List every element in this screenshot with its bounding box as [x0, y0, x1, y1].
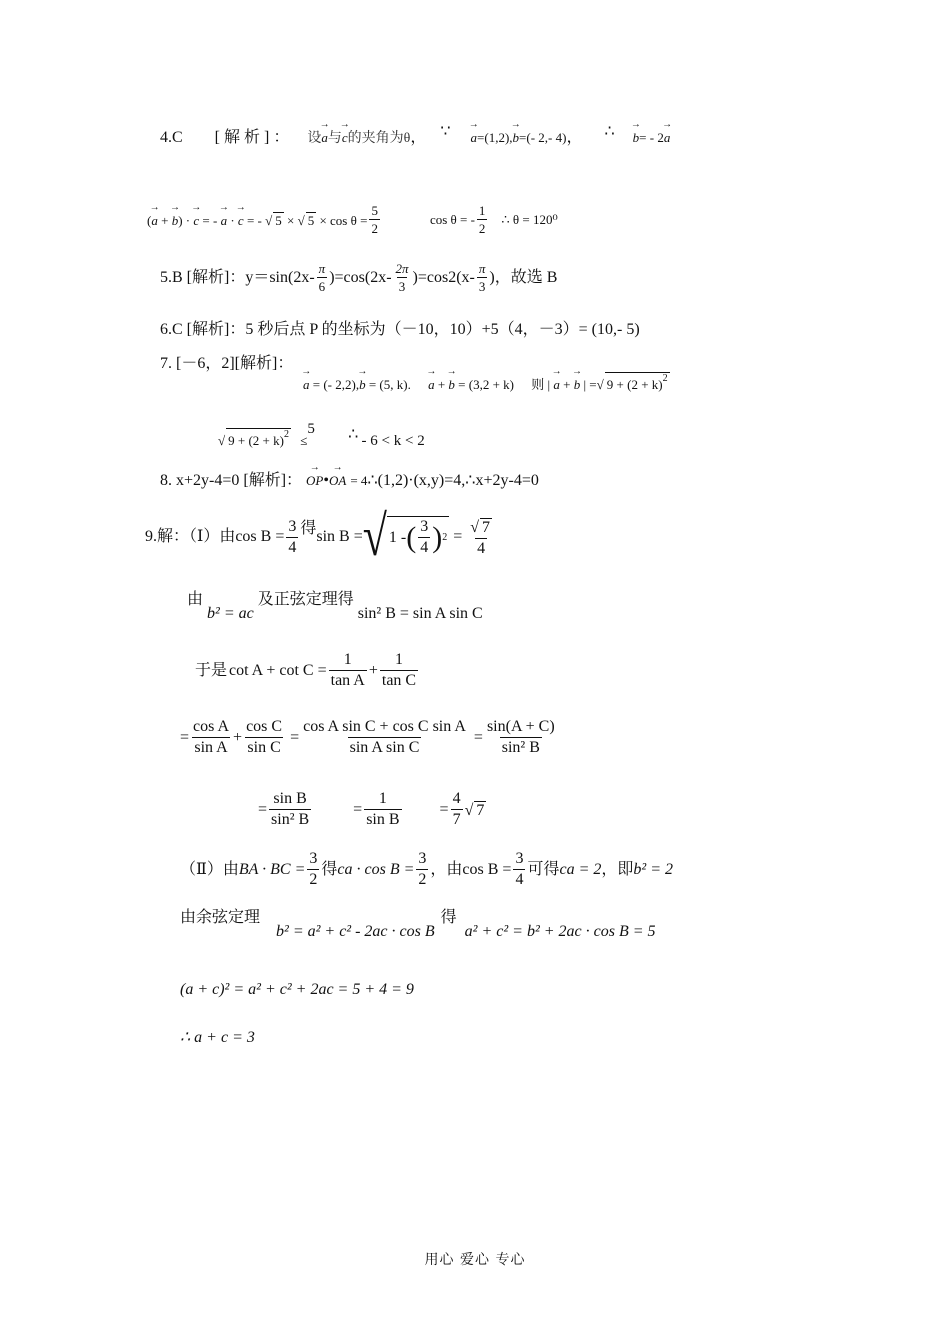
q9-sine-law: 及正弦定理得: [257, 591, 354, 608]
q7-line2: [218, 421, 425, 449]
q4-line1: [160, 123, 671, 146]
q7-sum-eq: = (3,2 + k): [458, 377, 514, 392]
q4-vec-b2: → b: [633, 131, 640, 144]
q4-vec-c: → c: [342, 131, 348, 144]
q7-radical: √ $9 + (2 + k)^2$: [596, 373, 668, 392]
q9-cot: cot A + cot C =: [229, 661, 327, 679]
q9-res-eq: a² + c² = b² + 2ac · cos B = 5: [464, 923, 656, 940]
q4-vec-b: → b: [513, 131, 520, 144]
q7-radical2: √ $9 + (2 + k)^2$: [218, 429, 289, 448]
q7-then: 则 |: [531, 377, 551, 392]
q6-line: 6.C [解析]：5 秒后点 P 的坐标为（－10，10）+5（4，－3）= (10,- 5): [160, 321, 640, 338]
q5-text-b: )=cos(2x-: [329, 268, 392, 286]
q9-part2: [180, 851, 673, 888]
q8-vec-oa: → OA: [329, 474, 346, 487]
q9-frac-1-tanA: $\frac{1}{\text{tan A}}$: [330, 651, 365, 689]
q7-five: 5: [307, 421, 315, 437]
q5-text-a: 5.B [解析]：y＝sin(2x-: [160, 268, 315, 286]
q9-frac-sinB-sin2B: $\frac{\text{sin B}}{\text{sin² B}}$: [271, 790, 310, 828]
q4-comma1: ，: [410, 129, 427, 146]
q5-frac-pi-6: π 6: [318, 261, 326, 294]
q5-line: [160, 262, 557, 293]
q9-eq-c: =: [473, 728, 483, 746]
q7-vec-b2: → b: [448, 378, 455, 391]
q9-line5: [258, 791, 486, 828]
q9-you: 由: [187, 591, 204, 608]
q9-line3: [195, 652, 420, 689]
q7-line1-math: → a = (- 2,2),→ b = (5, k). → a + → b = (3,2 + k) 则 | → a + → b | =√ $9 + (2 + k)^2$: [303, 372, 670, 391]
q7-vec-a: → a: [303, 378, 310, 391]
q8-head: 8. x+2y-4=0 [解析]：: [160, 472, 303, 489]
q9-part2-head: （Ⅱ）由: [180, 860, 239, 878]
q4-tag: [ 解 析 ] ：: [214, 129, 290, 146]
q9-cos-law-eq: b² = a² + c² - 2ac · cos B: [276, 923, 435, 940]
q7-head: 7. [－6，2][解析]：: [160, 355, 294, 372]
q4-text3: 的夹角为θ: [347, 131, 411, 146]
q7-a-eq: = (- 2,2),: [312, 377, 360, 392]
q9-de2: 得: [321, 860, 338, 878]
q7-mod-eq: | =: [583, 377, 597, 392]
q8-dot: •: [323, 472, 329, 489]
q4-vec-a: → a: [321, 131, 328, 144]
q9-plus1: +: [368, 661, 378, 679]
q4-line2: [147, 204, 558, 235]
q4-b-rel: = - 2: [639, 130, 664, 145]
q4-text2: 与: [327, 131, 342, 146]
q7-line1: [160, 356, 293, 372]
q4-vec-a3: → a: [664, 131, 671, 144]
q9-cosB: cos B =: [235, 528, 285, 545]
q9-frac-3-2a: $\frac{3}{2}$: [309, 850, 318, 888]
q4-vec-eq: =(1,2),: [477, 130, 513, 145]
page-footer: 用心 爱心 专心: [424, 1252, 526, 1268]
q9-final: ∴ a + c = 3: [180, 1029, 255, 1046]
q9-kede: 可得: [527, 860, 560, 878]
q7-range: - 6 < k < 2: [361, 433, 425, 449]
q4-vec-a2: → a: [471, 131, 478, 144]
q9-frac-1-sinB: $\frac{1}{\text{sin B}}$: [366, 790, 400, 828]
q9-frac-3-2b: $\frac{3}{2}$: [418, 850, 427, 888]
q4-frac-5-2: $\frac{5}{2}$: [371, 203, 378, 236]
q9-comma-you: ，由: [430, 860, 463, 878]
q9-frac-4-7: $\frac{4}{7}$: [452, 790, 461, 828]
q7-vec-a2: → a: [428, 378, 435, 391]
q7-le: ≤: [300, 433, 308, 448]
q9-line4: [180, 719, 559, 756]
q9-BA-BC: BA · BC =: [238, 860, 306, 878]
q4-b-eq: =(- 2,- 4): [519, 130, 567, 145]
q9-yushi: 于是: [195, 661, 228, 679]
q4-text1: 设: [307, 131, 322, 146]
q9-frac-1-tanC: $\frac{1}{\text{tan C}}$: [381, 651, 417, 689]
q8-rest: ∴(1,2)·(x,y)=4,∴x+2y-4=0: [367, 472, 539, 489]
q9-eq-a: =: [180, 728, 190, 746]
q9-frac-sinAC: $\frac{\sin(A + C)}{\text{sin² B}}$: [486, 718, 555, 756]
q9-eq-f: =: [439, 800, 449, 818]
q4-theta-result: ∴ θ = 120⁰: [501, 212, 558, 227]
q9-sin2B: sin² B = sin A sin C: [357, 605, 483, 622]
q9-ca2: ca = 2: [559, 860, 602, 878]
q9-eq-d: =: [258, 800, 268, 818]
q9-eq-b: =: [290, 728, 300, 746]
because-symbol: ∵: [440, 123, 451, 140]
q8-eq4: = 4: [350, 473, 368, 488]
q5-text-d: )，故选 B: [489, 268, 558, 286]
q4-comma2: ，: [566, 129, 583, 146]
q9-cosine-line: [180, 909, 656, 940]
q9-frac-3-4b: $\frac{3}{4}$: [515, 850, 524, 888]
q8-vec-op: → OP: [306, 474, 323, 487]
q9-frac-sqrt7-4: $\frac{√ 7}{4}$: [470, 518, 491, 557]
q9-de3: 得: [440, 909, 457, 926]
q7-b-eq: = (5, k).: [368, 377, 411, 392]
q4-head: 4.C: [160, 129, 183, 146]
q9-line2: [187, 591, 483, 622]
q9-cosB2: cos B =: [462, 860, 512, 878]
q7-therefore: ∴: [348, 426, 359, 443]
therefore-symbol: ∴: [604, 123, 615, 140]
q5-text-c: )=cos2(x-: [412, 268, 475, 286]
q9-plus2: +: [233, 728, 243, 746]
q9-big-sqrt: √ 1 - ( 3 4 ) 2: [362, 504, 448, 569]
q9-jib: ，即: [601, 860, 634, 878]
q9-b2ac: b² = ac: [207, 605, 254, 622]
q9-head: 9.解：（Ⅰ）由: [145, 528, 236, 545]
q4-dot-expr: (→ a + → b) · → c = - → a · → c = - √ 5 × √ 5 × cos θ =: [147, 212, 367, 227]
q7-vec-b: → b: [359, 378, 366, 391]
q9-frac-big: $\frac{\text{cos A sin C + cos C sin A}}{\text{sin A sin C}}$: [303, 718, 466, 756]
q5-frac-pi-3: π 3: [478, 261, 486, 294]
q9-frac-3-4: $\frac{3}{4}$: [288, 517, 297, 556]
q8-line: [160, 473, 539, 489]
q9-b2eq2: b² = 2: [633, 860, 673, 878]
q9-cosine-law: 由余弦定理: [180, 909, 261, 926]
q9-frac-cosC-sinC: $\frac{\text{cos C}}{\text{sin C}}$: [246, 718, 283, 756]
q9-ca-cos: ca · cos B =: [337, 860, 415, 878]
q9-eq-e: =: [353, 800, 363, 818]
q9-sq-line: (a + c)² = a² + c² + 2ac = 5 + 4 = 9: [180, 981, 414, 998]
q9-sinB: sin B =: [316, 528, 363, 545]
q4-frac-1-2: 1 2: [478, 203, 486, 236]
q4-cos-lhs: cos θ = -: [429, 212, 475, 227]
q9-eq: =: [453, 528, 463, 545]
q9-de: 得: [300, 520, 317, 537]
q5-frac-2pi-3: 2π 3: [395, 261, 409, 294]
q9-line1: [145, 504, 496, 569]
q9-frac-cosA-sinA: $\frac{\text{cos A}}{\text{sin A}}$: [193, 718, 230, 756]
q9-sqrt7: √ 7: [464, 801, 485, 819]
